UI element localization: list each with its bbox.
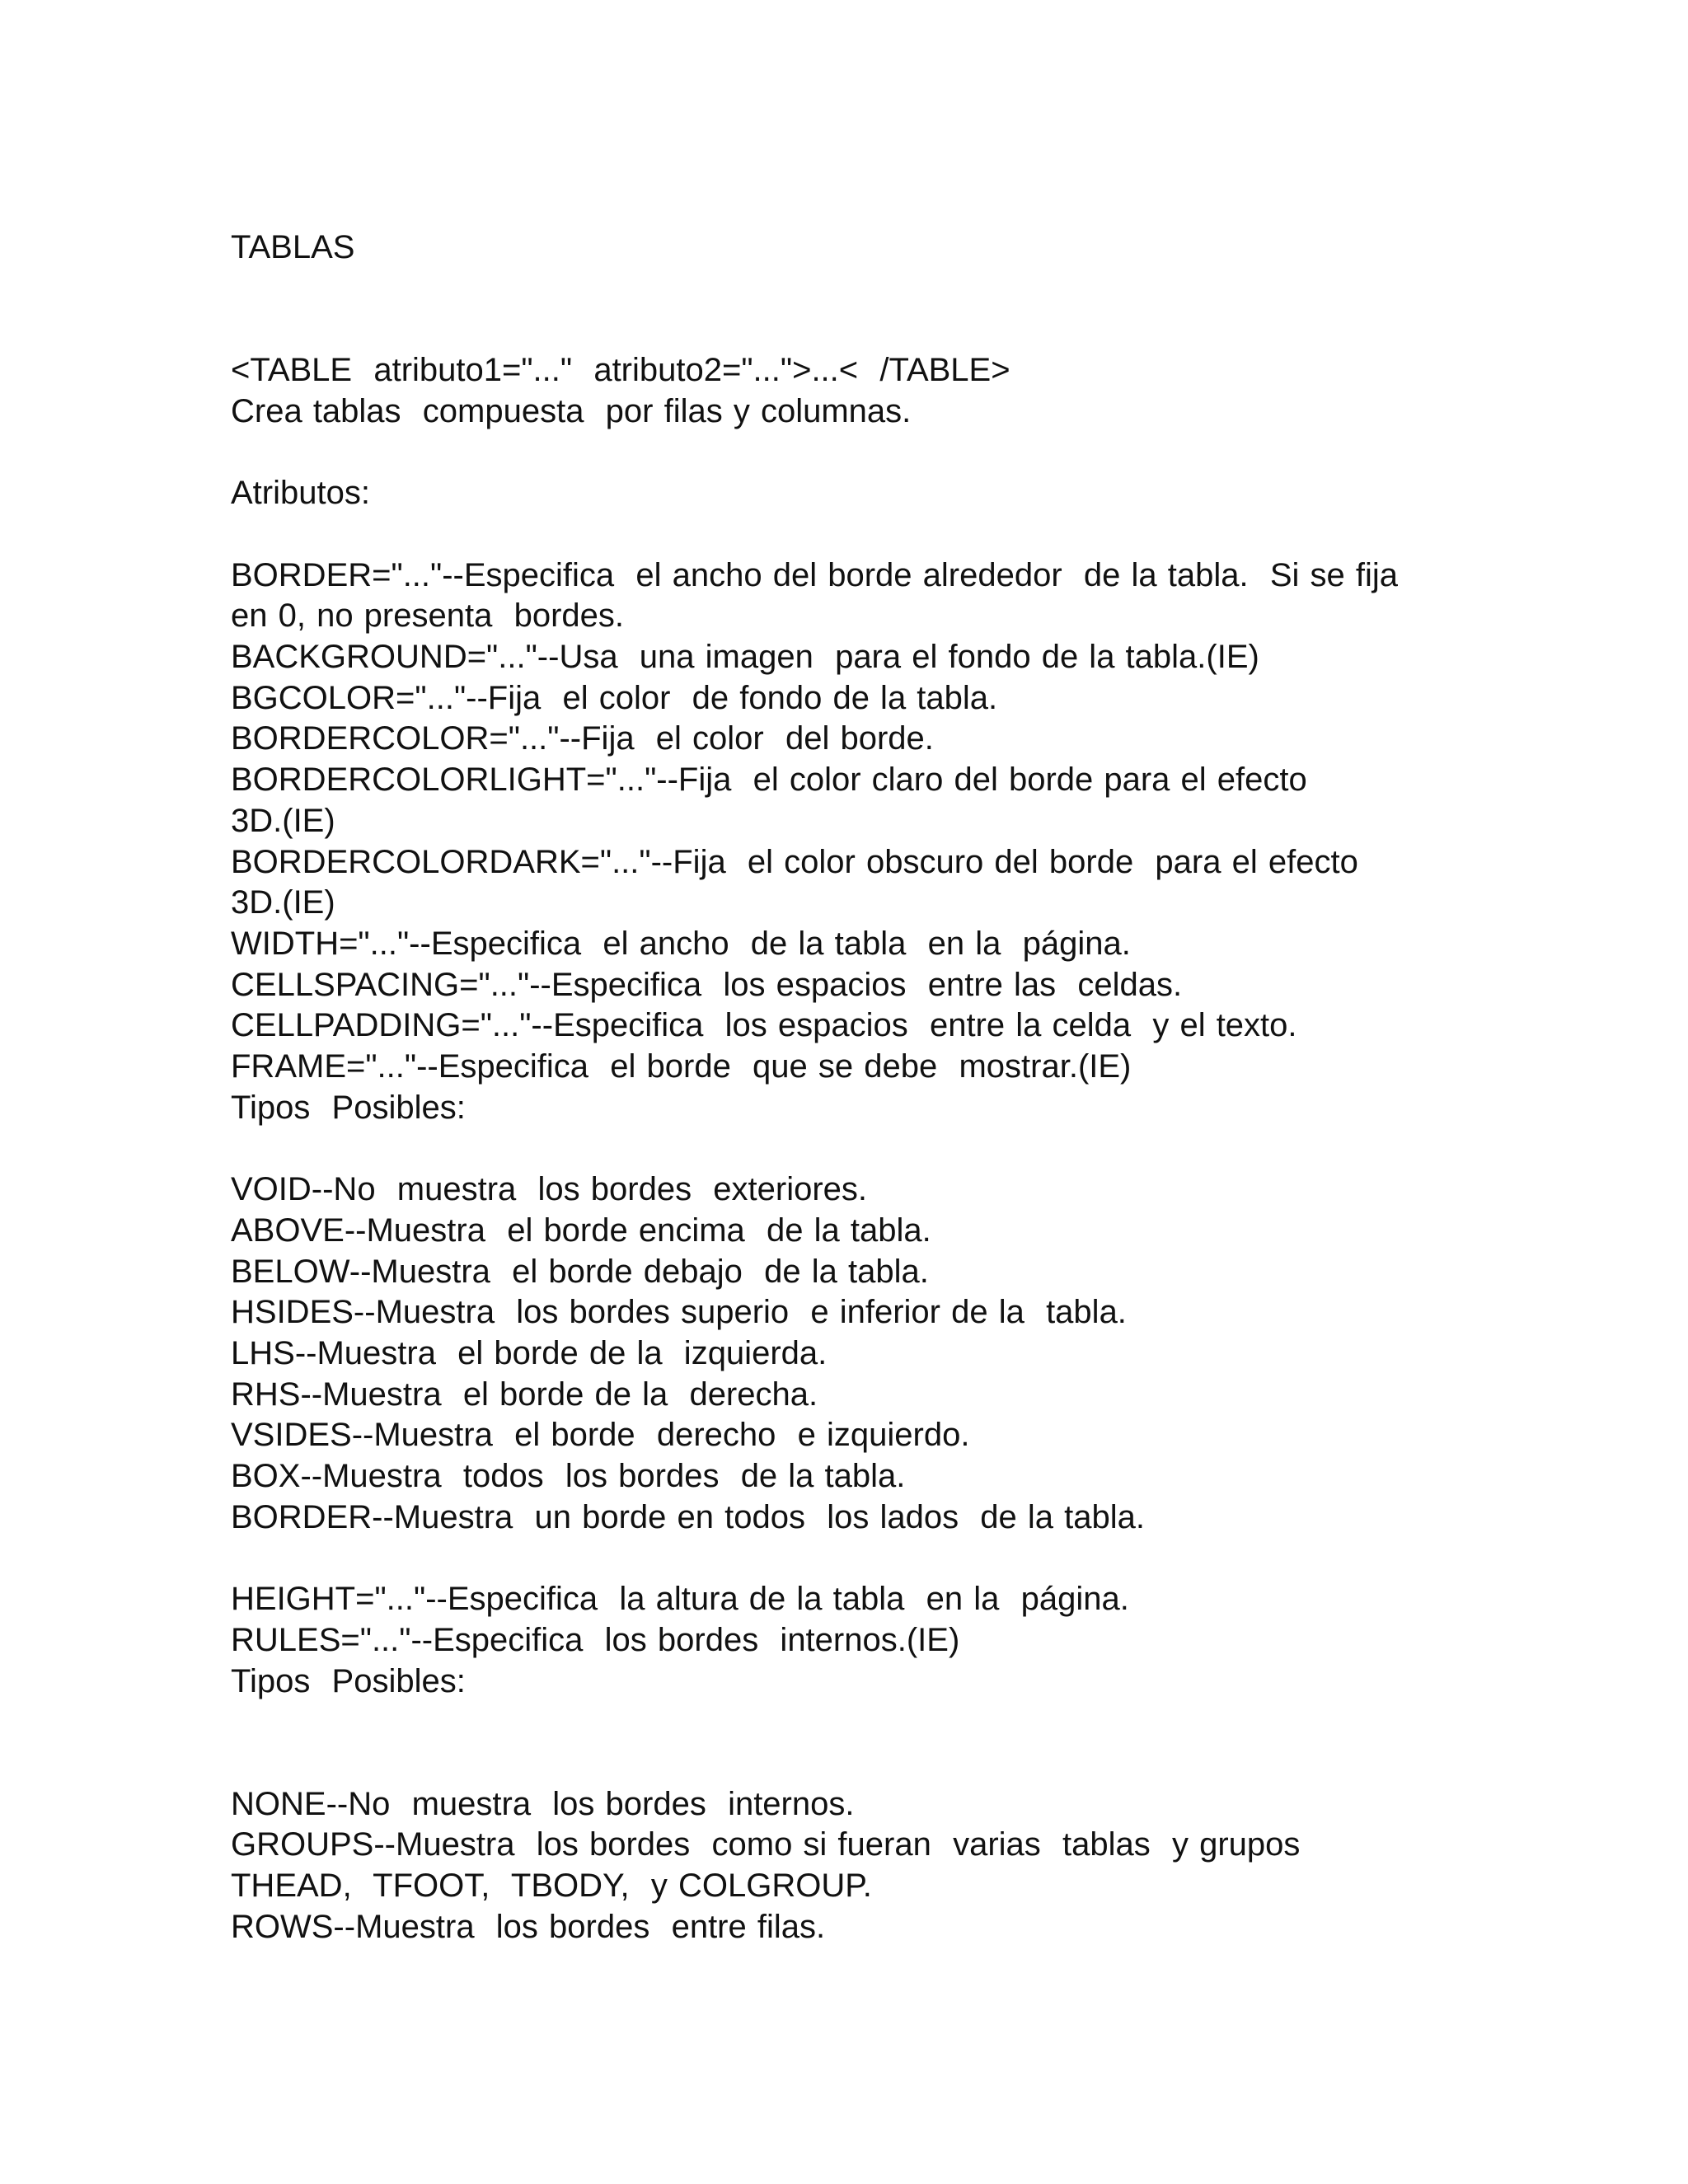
attribute-line: 3D.(IE) [231, 884, 335, 921]
list-item: BELOW--Muestra el borde debajo de la tabla. [231, 1253, 929, 1290]
spacer [231, 433, 1451, 474]
spacer [231, 1538, 1451, 1579]
frame-types-list [231, 1169, 1451, 1538]
tag-description: Crea tablas compuesta por filas y columnas. [231, 392, 912, 429]
list-item: BOX--Muestra todos los bordes de la tabla. [231, 1458, 906, 1495]
attribute-line: BORDER="..."--Especifica el ancho del borde alrededor de la tabla. Si se fija [231, 556, 1398, 593]
spacer [231, 514, 1451, 555]
list-item: BORDER--Muestra un borde en todos los lados de la tabla. [231, 1498, 1145, 1535]
attribute-line: Tipos Posibles: [231, 1089, 466, 1126]
attribute-line: BGCOLOR="..."--Fija el color de fondo de la tabla. [231, 679, 998, 716]
spacer [231, 269, 1451, 350]
attribute-line: FRAME="..."--Especifica el borde que se debe mostrar.(IE) [231, 1048, 1132, 1085]
attribute-line: Tipos Posibles: [231, 1662, 466, 1699]
rules-types-list [231, 1784, 1451, 1948]
more-attributes-list [231, 1579, 1451, 1702]
attribute-line: 3D.(IE) [231, 802, 335, 839]
attribute-line: CELLSPACING="..."--Especifica los espacios entre las celdas. [231, 966, 1183, 1003]
attribute-line: CELLPADDING="..."--Especifica los espacios entre la celda y el texto. [231, 1007, 1297, 1044]
list-item: ROWS--Muestra los bordes entre filas. [231, 1908, 826, 1945]
list-item: VSIDES--Muestra el borde derecho e izquierdo. [231, 1417, 970, 1454]
document-body [231, 227, 1451, 1947]
attribute-line: BORDERCOLORDARK="..."--Fija el color obscuro del borde para el efecto [231, 843, 1358, 880]
list-item: RHS--Muestra el borde de la derecha. [231, 1376, 818, 1413]
spacer [231, 1128, 1451, 1169]
tag-syntax: <TABLE atributo1="..." atributo2="...">...< /TABLE> [231, 352, 1010, 389]
attribute-line: BACKGROUND="..."--Usa una imagen para el fondo de la tabla.(IE) [231, 638, 1259, 675]
attribute-line: en 0, no presenta bordes. [231, 598, 624, 635]
spacer [231, 1702, 1451, 1783]
attributes-list [231, 555, 1451, 1129]
list-item: GROUPS--Muestra los bordes como si fueran varias tablas y grupos [231, 1826, 1301, 1863]
list-item: THEAD, TFOOT, TBODY, y COLGROUP. [231, 1868, 872, 1905]
attribute-line: BORDERCOLOR="..."--Fija el color del borde. [231, 720, 934, 757]
page-title: TABLAS [231, 229, 355, 265]
list-item: ABOVE--Muestra el borde encima de la tabla. [231, 1212, 931, 1249]
attribute-line: BORDERCOLORLIGHT="..."--Fija el color claro del borde para el efecto [231, 762, 1307, 799]
list-item: HSIDES--Muestra los bordes superio e inferior de la tabla. [231, 1294, 1127, 1331]
attributes-heading: Atributos: [231, 475, 370, 512]
attribute-line: HEIGHT="..."--Especifica la altura de la tabla en la página. [231, 1581, 1129, 1618]
list-item: VOID--No muestra los bordes exteriores. [231, 1171, 868, 1208]
list-item: LHS--Muestra el borde de la izquierda. [231, 1334, 828, 1371]
attribute-line: RULES="..."--Especifica los bordes internos.(IE) [231, 1621, 960, 1658]
attribute-line: WIDTH="..."--Especifica el ancho de la tabla en la página. [231, 925, 1131, 962]
list-item: NONE--No muestra los bordes internos. [231, 1785, 855, 1822]
